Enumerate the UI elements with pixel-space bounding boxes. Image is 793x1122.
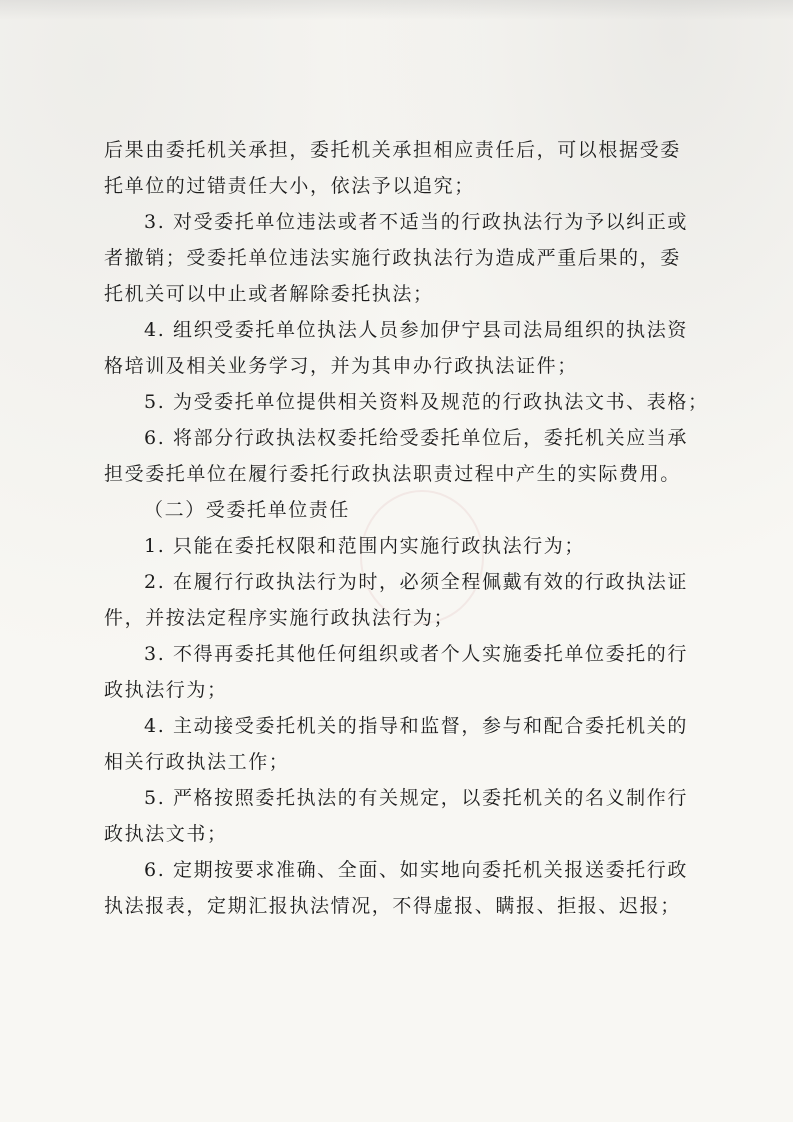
text-line: 托单位的过错责任大小，依法予以追究； (104, 175, 475, 197)
text-line: 托机关可以中止或者解除委托执法； (104, 283, 434, 305)
scan-shadow (0, 0, 793, 20)
document-body (104, 132, 709, 924)
text-line: 件，并按法定程序实施行政执法行为； (104, 607, 455, 629)
list-item-4: 4. 主动接受委托机关的指导和监督，参与和配合委托机关的 (144, 715, 688, 737)
text-line: 担受委托单位在履行委托行政执法职责过程中产生的实际费用。 (104, 463, 681, 485)
section-heading: （二）受委托单位责任 (144, 499, 351, 521)
list-item-2: 2. 在履行行政执法行为时，必须全程佩戴有效的行政执法证 (144, 571, 688, 593)
text-line: 执法报表，定期汇报执法情况，不得虚报、瞒报、拒报、迟报； (104, 895, 681, 917)
list-item-3: 3. 不得再委托其他任何组织或者个人实施委托单位委托的行 (144, 643, 688, 665)
text-line: 政执法行为； (104, 679, 228, 701)
list-item-6: 6. 将部分行政执法权委托给受委托单位后，委托机关应当承 (144, 427, 688, 449)
list-item-4: 4. 组织受委托单位执法人员参加伊宁县司法局组织的执法资 (144, 319, 688, 341)
text-line: 者撤销；受委托单位违法实施行政执法行为造成严重后果的，委 (104, 247, 681, 269)
text-line: 后果由委托机关承担，委托机关承担相应责任后，可以根据受委 (104, 139, 681, 161)
list-item-5: 5. 严格按照委托执法的有关规定，以委托机关的名义制作行 (144, 787, 688, 809)
list-item-3: 3. 对受委托单位违法或者不适当的行政执法行为予以纠正或 (144, 211, 688, 233)
list-item-1: 1. 只能在委托权限和范围内实施行政执法行为； (144, 535, 585, 557)
list-item-5: 5. 为受委托单位提供相关资料及规范的行政执法文书、表格； (144, 391, 709, 413)
list-item-6: 6. 定期按要求准确、全面、如实地向委托机关报送委托行政 (144, 859, 688, 881)
text-line: 政执法文书； (104, 823, 228, 845)
text-line: 格培训及相关业务学习，并为其申办行政执法证件； (104, 355, 578, 377)
text-line: 相关行政执法工作； (104, 751, 290, 773)
